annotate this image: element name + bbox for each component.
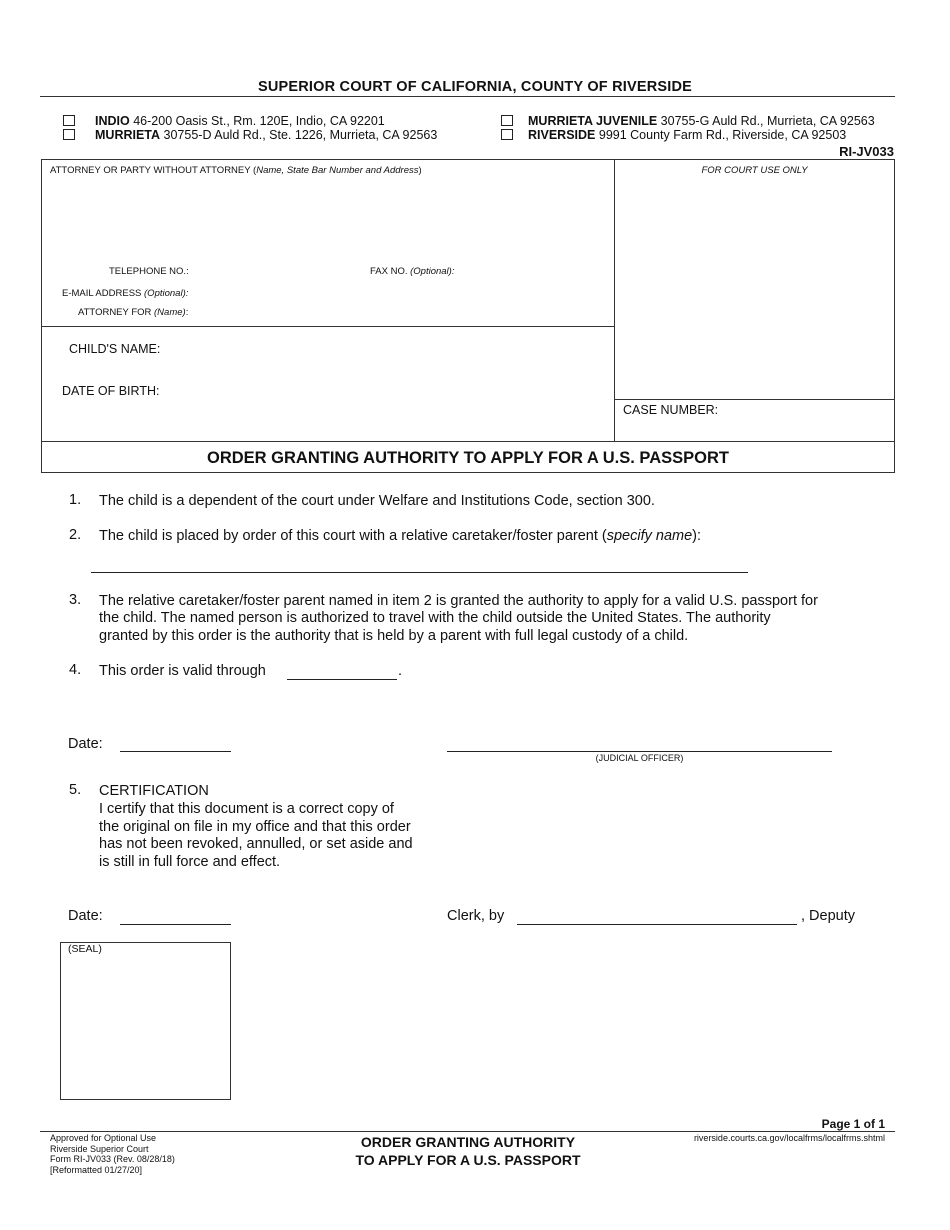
fax-label-text: FAX NO. bbox=[370, 266, 411, 277]
location-murrieta-juvenile-address: 30755-G Auld Rd., Murrieta, CA 92563 bbox=[660, 114, 875, 128]
order-title: ORDER GRANTING AUTHORITY TO APPLY FOR A U.S. PASSPORT bbox=[41, 441, 895, 473]
item-1-text: The child is a dependent of the court under Welfare and Institutions Code, section 300. bbox=[99, 493, 655, 509]
footer-divider bbox=[40, 1131, 895, 1132]
judicial-officer-signature-line[interactable] bbox=[447, 751, 832, 752]
page-number: Page 1 of 1 bbox=[821, 1117, 885, 1131]
footer-title-line-2: TO APPLY FOR A U.S. PASSPORT bbox=[355, 1152, 581, 1168]
location-murrieta-name: MURRIETA bbox=[95, 128, 161, 142]
footer-url[interactable]: riverside.courts.ca.gov/localfrms/localfrms.shtml bbox=[693, 1133, 885, 1143]
clerk-signature-line[interactable] bbox=[517, 924, 797, 925]
attorney-label bbox=[50, 165, 422, 176]
date-label: Date: bbox=[68, 736, 103, 752]
fax-label bbox=[370, 266, 454, 277]
attorney-info-field[interactable] bbox=[45, 176, 610, 256]
location-indio-address: 46-200 Oasis St., Rm. 120E, Indio, CA 92201 bbox=[133, 114, 385, 128]
deputy-label: , Deputy bbox=[801, 908, 855, 924]
certification-line-1: I certify that this document is a correct copy of bbox=[99, 801, 394, 817]
murrieta-juvenile-checkbox[interactable] bbox=[501, 115, 513, 126]
child-name-field[interactable] bbox=[165, 338, 610, 358]
item-4-text: This order is valid through bbox=[99, 663, 266, 679]
footer-approved-text: Approved for Optional Use bbox=[50, 1133, 157, 1143]
attorney-label-end: ) bbox=[418, 165, 422, 176]
dob-field[interactable] bbox=[165, 380, 610, 400]
certification-line-3: has not been revoked, annulled, or set aside and bbox=[99, 836, 413, 852]
location-murrieta-juvenile bbox=[528, 114, 875, 128]
location-riverside-address: 9991 County Farm Rd., Riverside, CA 92503 bbox=[598, 128, 847, 142]
certification-date-label: Date: bbox=[68, 908, 103, 924]
item-2-number: 2. bbox=[69, 527, 82, 543]
certification-heading: CERTIFICATION bbox=[99, 783, 209, 799]
footer-form-rev: Form RI-JV033 (Rev. 08/28/18) bbox=[50, 1154, 175, 1164]
valid-through-line[interactable] bbox=[287, 679, 397, 680]
dob-label: DATE OF BIRTH: bbox=[62, 384, 160, 398]
attorney-for-name-italic: (Name) bbox=[154, 307, 186, 318]
location-riverside-name: RIVERSIDE bbox=[528, 128, 596, 142]
email-label-text: E-MAIL ADDRESS bbox=[62, 288, 145, 299]
case-number-label: CASE NUMBER: bbox=[623, 403, 719, 417]
riverside-checkbox[interactable] bbox=[501, 129, 513, 140]
fax-field[interactable] bbox=[460, 262, 610, 278]
item-3-line-1: The relative caretaker/foster parent named in item 2 is granted the authority to apply for a valid U.S. passport for bbox=[99, 593, 818, 609]
attorney-for-field[interactable] bbox=[192, 303, 610, 319]
header-divider bbox=[40, 96, 895, 97]
seal-label: (SEAL) bbox=[68, 943, 102, 955]
location-riverside bbox=[528, 128, 846, 142]
court-title: SUPERIOR COURT OF CALIFORNIA, COUNTY OF RIVERSIDE bbox=[257, 79, 693, 95]
email-label bbox=[62, 288, 188, 299]
caretaker-name-line[interactable] bbox=[91, 572, 748, 573]
item-2-text bbox=[99, 527, 701, 545]
item-4-number: 4. bbox=[69, 662, 82, 678]
item-3-line-2: the child. The named person is authorized to travel with the child outside the United States. The authority bbox=[99, 610, 771, 626]
fax-optional: (Optional): bbox=[410, 266, 455, 277]
item-2-end: ): bbox=[692, 528, 702, 544]
location-indio bbox=[95, 114, 385, 128]
indio-checkbox[interactable] bbox=[63, 115, 75, 126]
telephone-label: TELEPHONE NO.: bbox=[109, 266, 189, 277]
item-3-number: 3. bbox=[69, 592, 82, 608]
location-indio-name: INDIO bbox=[95, 114, 130, 128]
item-1-number: 1. bbox=[69, 492, 82, 508]
footer-title-line-1: ORDER GRANTING AUTHORITY bbox=[360, 1134, 576, 1150]
seal-box bbox=[60, 942, 231, 1100]
certification-line-2: the original on file in my office and that this order bbox=[99, 819, 411, 835]
attorney-label-italic: Name, State Bar Number and Address bbox=[256, 165, 419, 176]
location-murrieta-juvenile-name: MURRIETA JUVENILE bbox=[528, 114, 658, 128]
date-line[interactable] bbox=[120, 751, 231, 752]
case-number-field[interactable] bbox=[620, 418, 890, 438]
attorney-for-label bbox=[78, 307, 188, 318]
form-number: RI-JV033 bbox=[839, 144, 894, 159]
footer-court-text: Riverside Superior Court bbox=[50, 1143, 149, 1154]
item-2-italic: specify name bbox=[606, 528, 693, 544]
item-2-text-main: The child is placed by order of this court with a relative caretaker/foster parent ( bbox=[99, 528, 607, 544]
judicial-officer-label: (JUDICIAL OFFICER) bbox=[595, 753, 684, 763]
location-murrieta bbox=[95, 128, 437, 142]
murrieta-checkbox[interactable] bbox=[63, 129, 75, 140]
item-4-period: . bbox=[398, 663, 403, 679]
attorney-for-colon: : bbox=[185, 307, 189, 318]
email-optional: (Optional): bbox=[144, 288, 189, 299]
footer-reformatted: [Reformatted 01/27/20] bbox=[50, 1164, 143, 1175]
location-murrieta-address: 30755-D Auld Rd., Ste. 1226, Murrieta, CA 92563 bbox=[163, 128, 438, 142]
caption-divider-left bbox=[41, 326, 615, 327]
attorney-label-text: ATTORNEY OR PARTY WITHOUT ATTORNEY ( bbox=[50, 165, 257, 176]
court-use-label: FOR COURT USE ONLY bbox=[701, 165, 808, 176]
certification-line-4: is still in full force and effect. bbox=[99, 854, 281, 870]
certification-date-line[interactable] bbox=[120, 924, 231, 925]
clerk-label: Clerk, by bbox=[447, 908, 505, 924]
item-3-line-3: granted by this order is the authority that is held by a parent with full legal custody of a child. bbox=[99, 628, 689, 644]
item-5-number: 5. bbox=[69, 782, 82, 798]
child-name-label: CHILD'S NAME: bbox=[69, 342, 161, 356]
telephone-field[interactable] bbox=[192, 262, 357, 278]
attorney-for-label-text: ATTORNEY FOR bbox=[78, 307, 155, 318]
email-field[interactable] bbox=[192, 284, 610, 300]
caption-divider-right bbox=[614, 399, 895, 400]
